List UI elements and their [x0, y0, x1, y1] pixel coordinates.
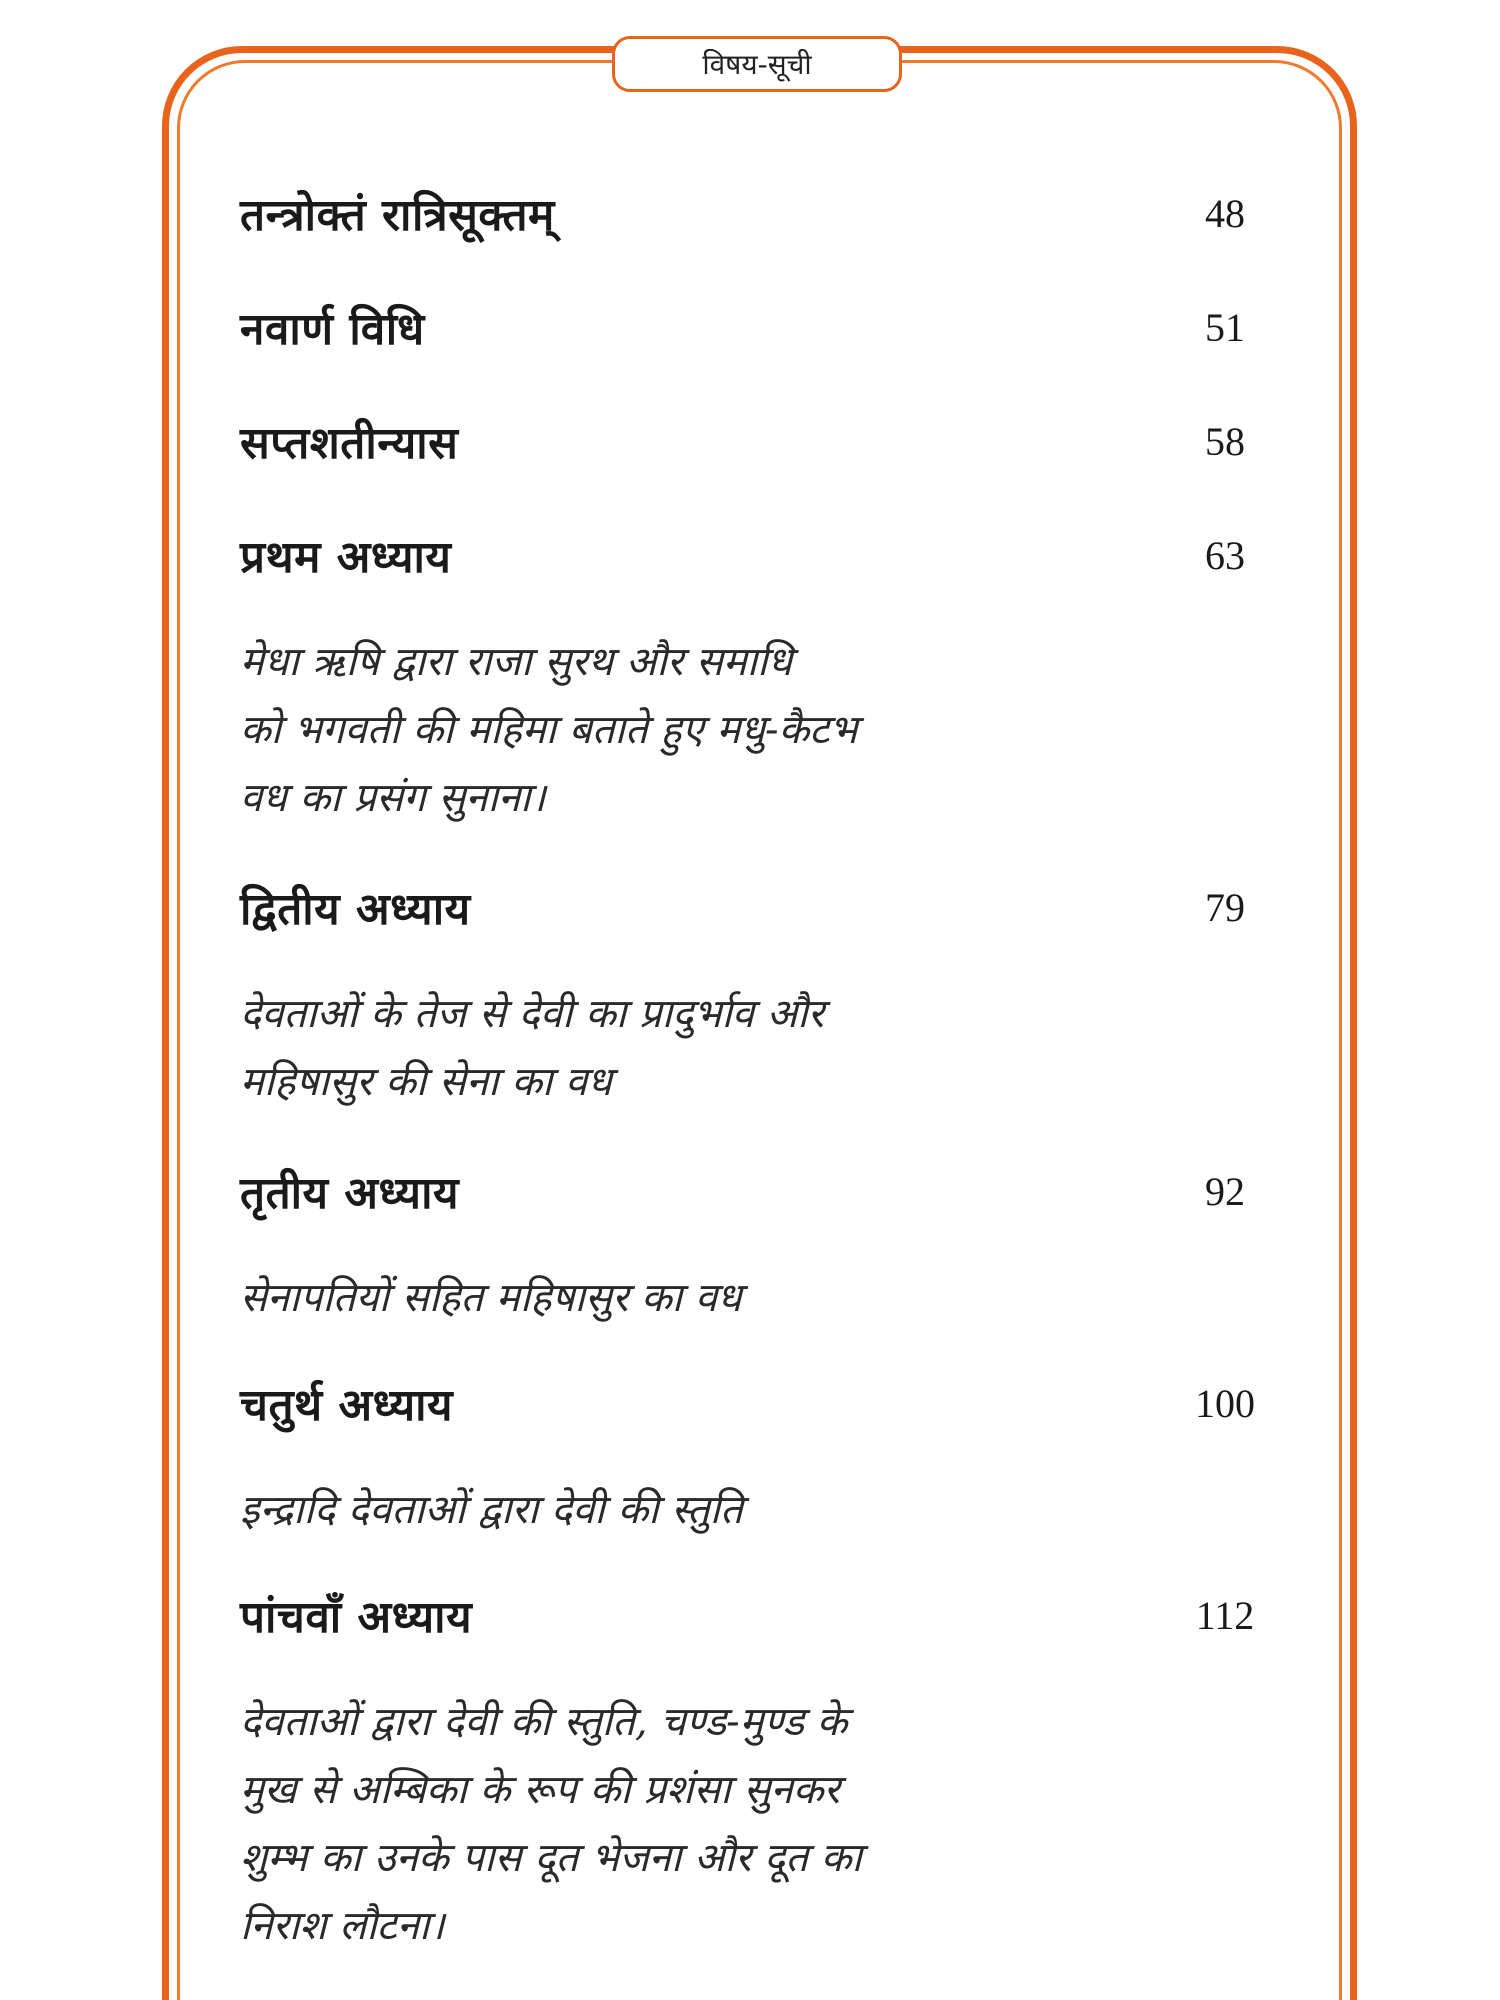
entry-title: तृतीय अध्याय — [240, 1168, 459, 1219]
toc-entry-row — [240, 1156, 1270, 1226]
description-line: महिषासुर की सेना का वध — [240, 1059, 612, 1105]
toc-entry-row — [240, 292, 1270, 362]
entry-page-number: 63 — [1205, 532, 1245, 578]
toc-entry-row — [240, 872, 1270, 942]
description-line: वध का प्रसंग सुनाना। — [240, 775, 546, 821]
entry-description — [240, 1476, 1000, 1544]
toc-entry — [240, 178, 1270, 248]
entry-title: चतुर्थ अध्याय — [240, 1380, 454, 1431]
entry-page-number: 92 — [1205, 1168, 1245, 1214]
entry-description — [240, 1688, 1000, 1960]
description-line: मुख से अम्बिका के रूप की प्रशंसा सुनकर — [240, 1767, 840, 1813]
toc-entry — [240, 1368, 1270, 1544]
entry-title: पांचवाँ अध्याय — [240, 1592, 473, 1643]
toc-entry — [240, 292, 1270, 362]
toc-entry-row — [240, 1368, 1270, 1438]
toc-entry — [240, 520, 1270, 832]
toc-entry-row — [240, 1580, 1270, 1650]
entry-title: द्वितीय अध्याय — [240, 884, 471, 935]
entry-description — [240, 980, 1000, 1116]
description-line: देवताओं के तेज से देवी का प्रादुर्भाव और — [240, 991, 825, 1037]
description-line: शुम्भ का उनके पास दूत भेजना और दूत का — [240, 1835, 862, 1881]
entry-page-number: 100 — [1195, 1380, 1255, 1426]
entry-description — [240, 628, 1000, 832]
entry-page-number: 58 — [1205, 418, 1245, 464]
toc-entry — [240, 1156, 1270, 1332]
page-title: विषय-सूची — [702, 48, 812, 81]
toc-entry — [240, 872, 1270, 1116]
entry-title: प्रथम अध्याय — [240, 532, 452, 583]
toc-entry-row — [240, 406, 1270, 476]
entry-title: नवार्ण विधि — [240, 304, 425, 355]
description-line: इन्द्रादि देवताओं द्वारा देवी की स्तुति — [240, 1487, 743, 1533]
entry-title: सप्तशतीन्यास — [240, 418, 459, 469]
description-line: सेनापतियों सहित महिषासुर का वध — [240, 1275, 742, 1321]
entry-page-number: 79 — [1205, 884, 1245, 930]
header-tab — [612, 36, 902, 92]
description-line: को भगवती की महिमा बताते हुए मधु-कैटभ — [240, 707, 858, 753]
toc-entry-row — [240, 178, 1270, 248]
entry-page-number: 112 — [1195, 1592, 1255, 1638]
toc-entry — [240, 1580, 1270, 1960]
description-line: मेधा ऋषि द्वारा राजा सुरथ और समाधि — [240, 639, 793, 685]
entry-title: तन्त्रोक्तं रात्रिसूक्तम् — [240, 190, 555, 241]
entry-page-number: 51 — [1205, 304, 1245, 350]
table-of-contents — [240, 178, 1270, 1960]
description-line: निराश लौटना। — [240, 1903, 445, 1949]
entry-page-number: 48 — [1205, 190, 1245, 236]
toc-entry — [240, 406, 1270, 476]
description-line: देवताओं द्वारा देवी की स्तुति, चण्ड-मुण्ड के — [240, 1699, 848, 1745]
entry-description — [240, 1264, 1000, 1332]
toc-entry-row — [240, 520, 1270, 590]
